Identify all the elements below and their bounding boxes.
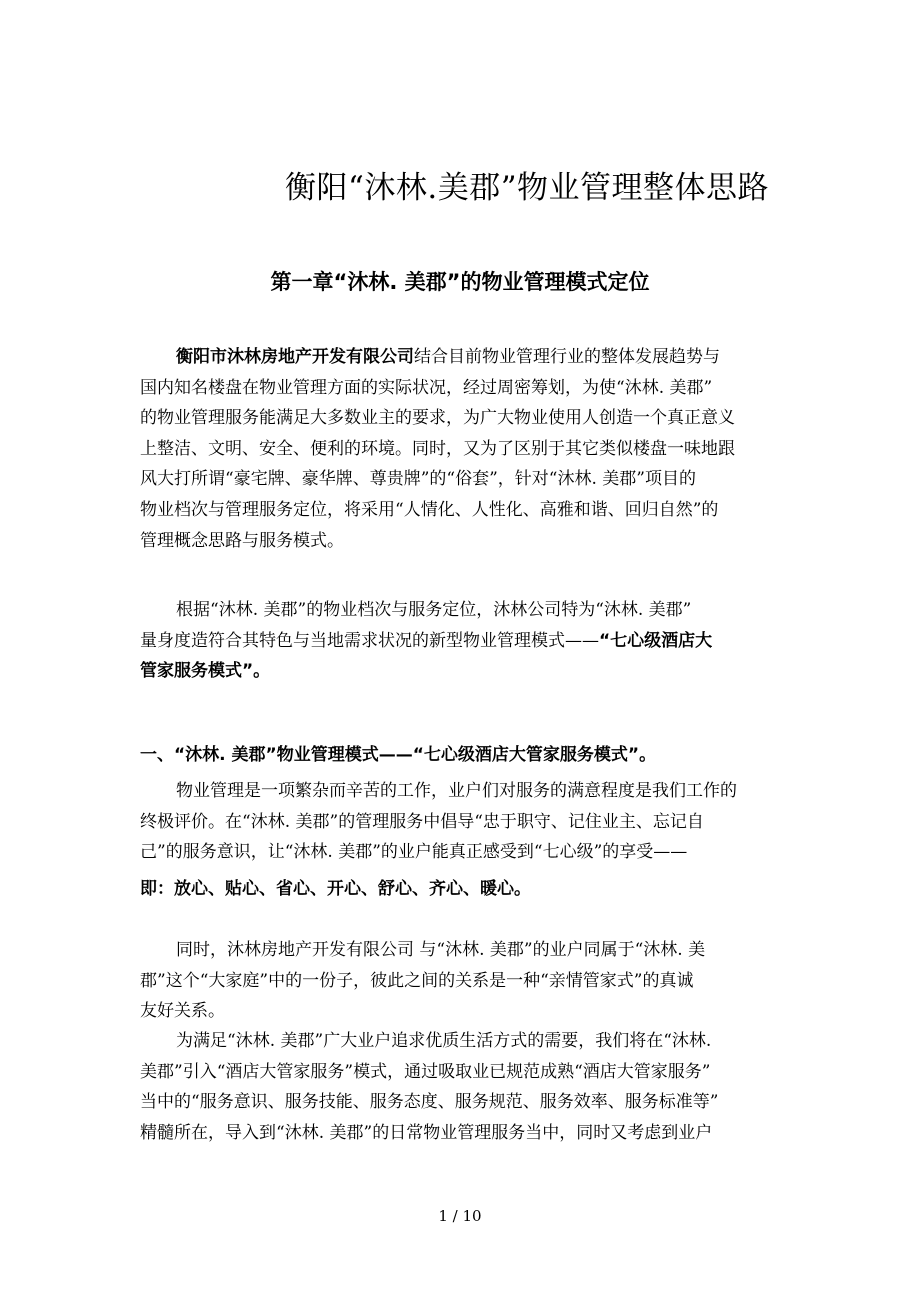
paragraph-line: 己”的服务意识，让“沐林. 美郡”的业户能真正感受到“七心级”的享受——	[140, 842, 688, 863]
section-heading: 一、“沐林. 美郡”物业管理模式——“七心级酒店大管家服务模式”。	[140, 745, 657, 765]
paragraph-line: 同时，沐林房地产开发有限公司 与“沐林. 美郡”的业户同属于“沐林. 美	[176, 940, 706, 960]
paragraph-company-intro	[140, 342, 780, 556]
paragraph-line: 美郡”引入“酒店大管家服务”模式，通过吸取业已规范成熟“酒店大管家服务”	[140, 1061, 711, 1082]
paragraph-line: 物业档次与管理服务定位，将采用“人情化、人性化、高雅和谐、回归自然”的	[140, 499, 719, 520]
paragraph-family-relation	[140, 935, 780, 1027]
company-name: 衡阳市沐林房地产开发有限公司	[176, 347, 414, 367]
paragraph-line: 精髓所在，导入到“沐林. 美郡”的日常物业管理服务当中，同时又考虑到业户	[140, 1122, 713, 1143]
paragraph-seven-hearts	[140, 776, 780, 904]
paragraph-line: 郡”这个“大家庭”中的一份子，彼此之间的关系是一种“亲情管家式”的真诚	[140, 970, 694, 991]
paragraph-hotel-butler	[140, 1026, 780, 1148]
paragraph-line: 衡阳市沐林房地产开发有限公司结合目前物业管理行业的整体发展趋势与	[176, 347, 720, 367]
paragraph-line: 量身度造符合其特色与当地需求状况的新型物业管理模式——“七心级酒店大	[140, 630, 713, 651]
paragraph-line: 管家服务模式”。	[140, 661, 271, 682]
paragraph-line: 当中的“服务意识、服务技能、服务态度、服务规范、服务效率、服务标准等”	[140, 1092, 719, 1113]
paragraph-line: 国内知名楼盘在物业管理方面的实际状况，经过周密筹划，为使“沐林. 美郡”	[140, 377, 713, 398]
paragraph-line: 的物业管理服务能满足大多数业主的要求，为广大物业使用人创造一个真正意义	[140, 408, 735, 429]
paragraph-line: 物业管理是一项繁杂而辛苦的工作，业户们对服务的满意程度是我们工作的	[176, 781, 737, 801]
chapter-title: 第一章“沐林. 美郡”的物业管理模式定位	[270, 270, 650, 294]
paragraph-line: 即：放心、贴心、省心、开心、舒心、齐心、暖心。	[140, 878, 531, 899]
paragraph-line: 风大打所谓“豪宅牌、豪华牌、尊贵牌”的“俗套”，针对“沐林. 美郡”项目的	[140, 469, 696, 490]
paragraph-line: 根据“沐林. 美郡”的物业档次与服务定位，沐林公司特为“沐林. 美郡”	[176, 600, 692, 620]
paragraph-mode-positioning	[140, 595, 780, 687]
paragraph-line: 上整洁、文明、安全、便利的环境。同时，又为了区别于其它类似楼盘一味地跟	[140, 438, 735, 459]
document-title: 衡阳“沐林.美郡”物业管理整体思路	[285, 170, 770, 206]
paragraph-line: 友好关系。	[140, 1001, 225, 1022]
paragraph-line: 终极评价。在“沐林. 美郡”的管理服务中倡导“忠于职守、记住业主、忘记自	[140, 811, 704, 832]
paragraph-line: 为满足“沐林. 美郡”广大业户追求优质生活方式的需要，我们将在“沐林.	[176, 1031, 712, 1051]
page-number: 1 / 10	[438, 1207, 482, 1225]
paragraph-line: 管理概念思路与服务模式。	[140, 530, 344, 551]
